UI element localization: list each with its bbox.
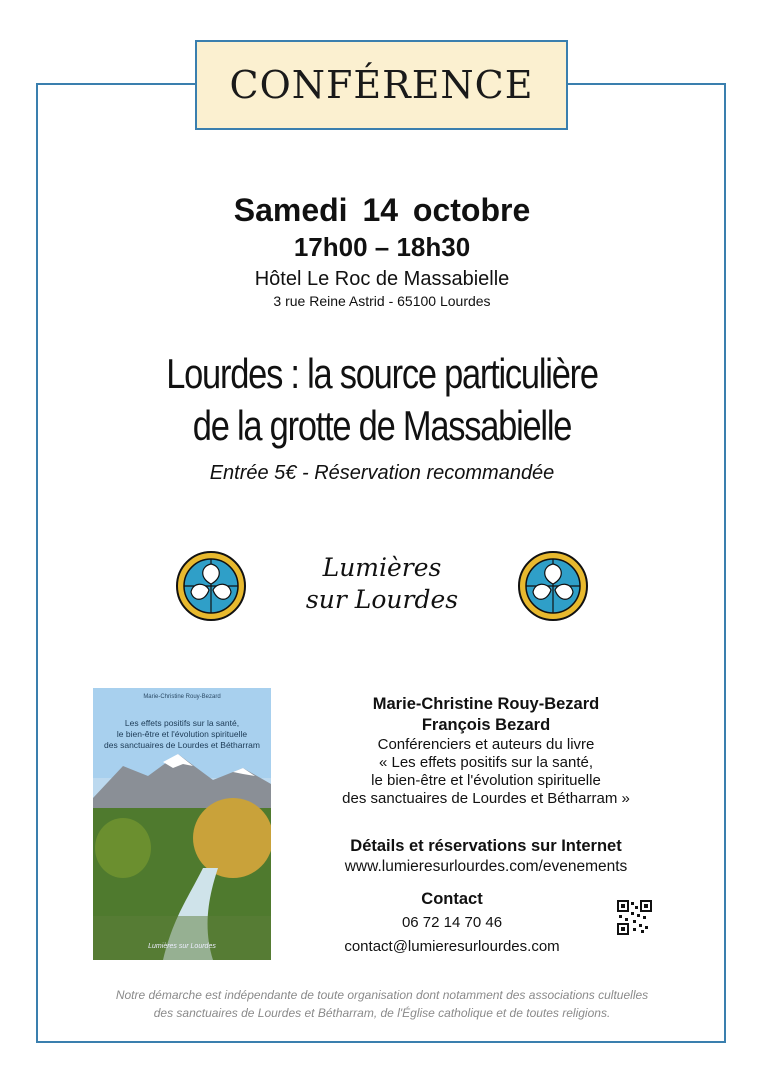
speaker-name-2: François Bezard bbox=[421, 716, 551, 734]
talk-title-line1: Lourdes : la source particulière bbox=[166, 350, 598, 397]
details-section bbox=[300, 836, 672, 878]
brand-line2: sur Lourdes bbox=[305, 585, 459, 614]
book-publisher: Lumières sur Lourdes bbox=[148, 943, 216, 950]
event-address: 3 rue Reine Astrid - 65100 Lourdes bbox=[273, 293, 491, 309]
contact-phone[interactable]: 06 72 14 70 46 bbox=[401, 914, 503, 931]
contact-section bbox=[300, 888, 604, 958]
contact-heading: Contact bbox=[421, 890, 483, 908]
book-ref-line3: des sanctuaires de Lourdes et Bétharram » bbox=[342, 790, 630, 807]
entry-info: Entrée 5€ - Réservation recommandée bbox=[209, 462, 555, 484]
book-ref-line2: le bien-être et l'évolution spirituelle bbox=[371, 772, 601, 789]
shell-emblem-icon bbox=[175, 550, 247, 622]
qr-code-icon[interactable] bbox=[617, 900, 652, 935]
details-heading: Détails et réservations sur Internet bbox=[350, 837, 622, 855]
talk-title-line2: de la grotte de Massabielle bbox=[192, 402, 572, 449]
details-url[interactable]: www.lumieresurlourdes.com/evenements bbox=[344, 858, 628, 875]
event-date: Samedi 14 octobre bbox=[233, 192, 531, 228]
brand-logo-text bbox=[292, 552, 472, 616]
contact-email[interactable]: contact@lumieresurlourdes.com bbox=[344, 938, 560, 955]
speaker-name-1: Marie-Christine Rouy-Bezard bbox=[372, 695, 600, 713]
shell-emblem-icon bbox=[517, 550, 589, 622]
header-title: CONFÉRENCE bbox=[229, 63, 534, 107]
book-title: Les effets positifs sur la santé, le bien-être et l'évolution spirituelle des sanctuaires de Lourdes et Bétharram bbox=[104, 718, 260, 750]
header-banner bbox=[195, 40, 568, 130]
brand-line1: Lumières bbox=[322, 553, 442, 582]
speaker-info bbox=[300, 694, 672, 808]
speaker-role: Conférenciers et auteurs du livre bbox=[377, 736, 595, 753]
disclaimer-line2: des sanctuaires de Lourdes et Bétharram, de l'Église catholique et de toutes religions. bbox=[153, 1006, 611, 1020]
disclaimer-line1: Notre démarche est indépendante de toute organisation dont notamment des associations cultuelles bbox=[115, 988, 649, 1002]
event-venue: Hôtel Le Roc de Massabielle bbox=[254, 268, 510, 290]
event-time: 17h00 – 18h30 bbox=[293, 232, 471, 262]
book-author: Marie-Christine Rouy-Bezard bbox=[143, 694, 221, 700]
book-cover bbox=[93, 688, 271, 960]
book-ref-line1: « Les effets positifs sur la santé, bbox=[378, 754, 593, 771]
